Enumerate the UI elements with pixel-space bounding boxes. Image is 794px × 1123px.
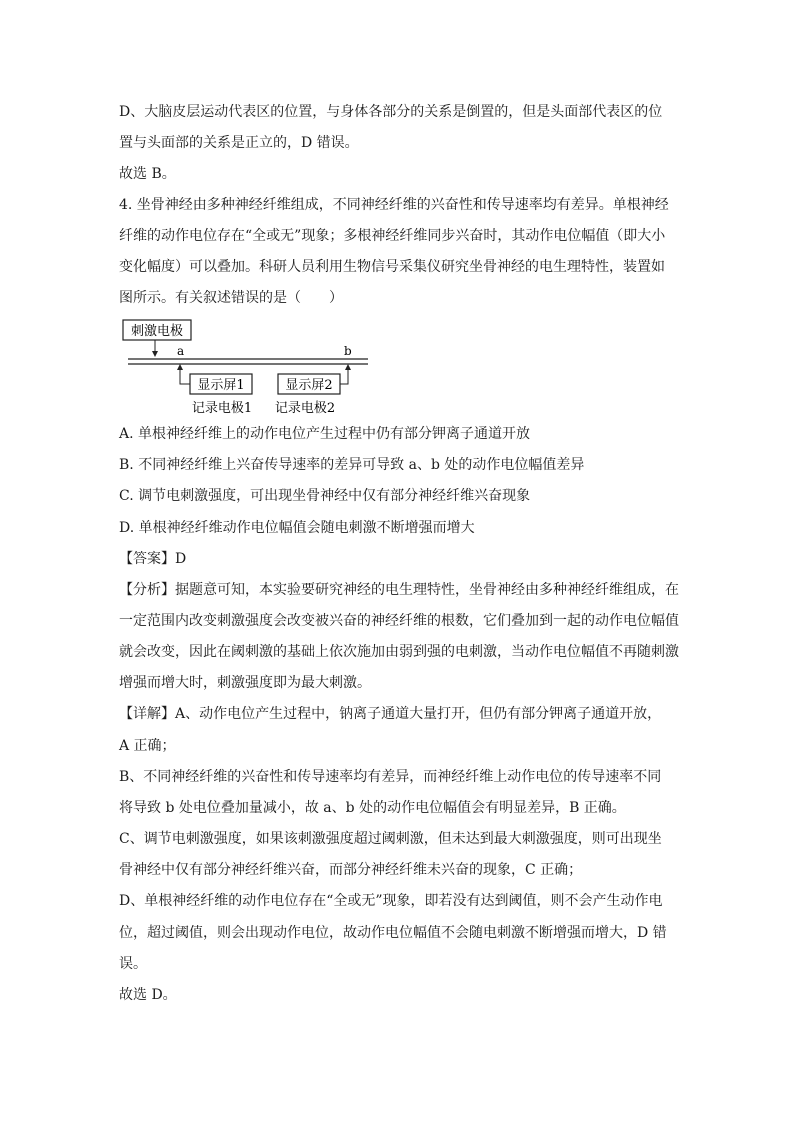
detail-line-2: A 正确；: [119, 738, 176, 754]
final-answer-choice: 故选 D。: [119, 987, 177, 1003]
question-line-4: 图所示。有关叙述错误的是（ ）: [119, 290, 343, 306]
detail-line-6: 骨神经中仅有部分神经纤维兴奋，而部分神经纤维未兴奋的现象，C 正确；: [119, 862, 583, 878]
analysis-line-3: 就会改变，因此在阈刺激的基础上依次施加由弱到强的电刺激，当动作电位幅值不再随刺激: [119, 644, 679, 660]
detail-line-9: 误。: [119, 956, 147, 972]
previous-answer-choice: 故选 B。: [119, 166, 176, 182]
record-arrow-2-icon: [345, 364, 351, 370]
point-b-label: b: [344, 344, 352, 358]
option-d: D. 单根神经纤维动作电位幅值会随电刺激不断增强而增大: [119, 520, 475, 536]
detail-line-8: 位，超过阈值，则会出现动作电位，故动作电位幅值不会随电刺激不断增强而增大，D 错: [119, 925, 667, 941]
question-line-1: 4. 坐骨神经由多种神经纤维组成，不同神经纤维的兴奋性和传导速率均有差异。单根神经: [119, 197, 669, 213]
experiment-diagram: [122, 318, 382, 418]
point-a-label: a: [177, 344, 185, 358]
detail-line-7: D、单根神经纤维的动作电位存在“全或无”现象，即若没有达到阈值，则不会产生动作电: [119, 893, 663, 909]
screen-1-label: 显示屏1: [197, 378, 245, 393]
top-text-line-1: D、大脑皮层运动代表区的位置，与身体各部分的关系是倒置的，但是头面部代表区的位: [119, 104, 663, 120]
analysis-line-4: 增强而增大时，刺激强度即为最大刺激。: [119, 675, 371, 691]
option-c: C. 调节电刺激强度，可出现坐骨神经中仅有部分神经纤维兴奋现象: [119, 488, 531, 504]
detail-line-3: B、不同神经纤维的兴奋性和传导速率均有差异，而神经纤维上动作电位的传导速率不同: [119, 769, 662, 785]
option-b: B. 不同神经纤维上兴奋传导速率的差异可导致 a、b 处的动作电位幅值差异: [119, 457, 585, 473]
analysis-line-2: 一定范围内改变刺激强度会改变被兴奋的神经纤维的根数，它们叠加到一起的动作电位幅值: [119, 613, 679, 629]
analysis-line-1: 【分析】据题意可知，本实验要研究神经的电生理特性，坐骨神经由多种神经纤维组成，在: [119, 582, 679, 598]
stim-electrode-label: 刺激电极: [130, 324, 184, 339]
question-line-2: 纤维的动作电位存在“全或无”现象；多根神经纤维同步兴奋时，其动作电位幅值（即大小: [119, 228, 666, 244]
detail-line-1: 【详解】A、动作电位产生过程中，钠离子通道大量打开，但仍有部分钾离子通道开放，: [119, 706, 662, 722]
screen-2-label: 显示屏2: [285, 378, 333, 393]
detail-line-5: C、调节电刺激强度，如果该刺激强度超过阈刺激，但未达到最大刺激强度，则可出现坐: [119, 831, 662, 847]
option-a: A. 单根神经纤维上的动作电位产生过程中仍有部分钾离子通道开放: [119, 426, 531, 442]
detail-line-4: 将导致 b 处电位叠加量减小，故 a、b 处的动作电位幅值会有明显差异，B 正确。: [119, 800, 626, 816]
record-arrow-1-icon: [177, 364, 183, 370]
record-electrode-2-label: 记录电极2: [274, 401, 336, 416]
stim-arrow-head-icon: [152, 351, 158, 357]
question-line-3: 变化幅度）可以叠加。科研人员利用生物信号采集仪研究坐骨神经的电生理特性，装置如: [119, 259, 665, 275]
top-text-line-2: 置与头面部的关系是正立的，D 错误。: [119, 135, 359, 151]
record-electrode-1-label: 记录电极1: [191, 401, 253, 416]
answer-line: 【答案】D: [119, 551, 187, 567]
